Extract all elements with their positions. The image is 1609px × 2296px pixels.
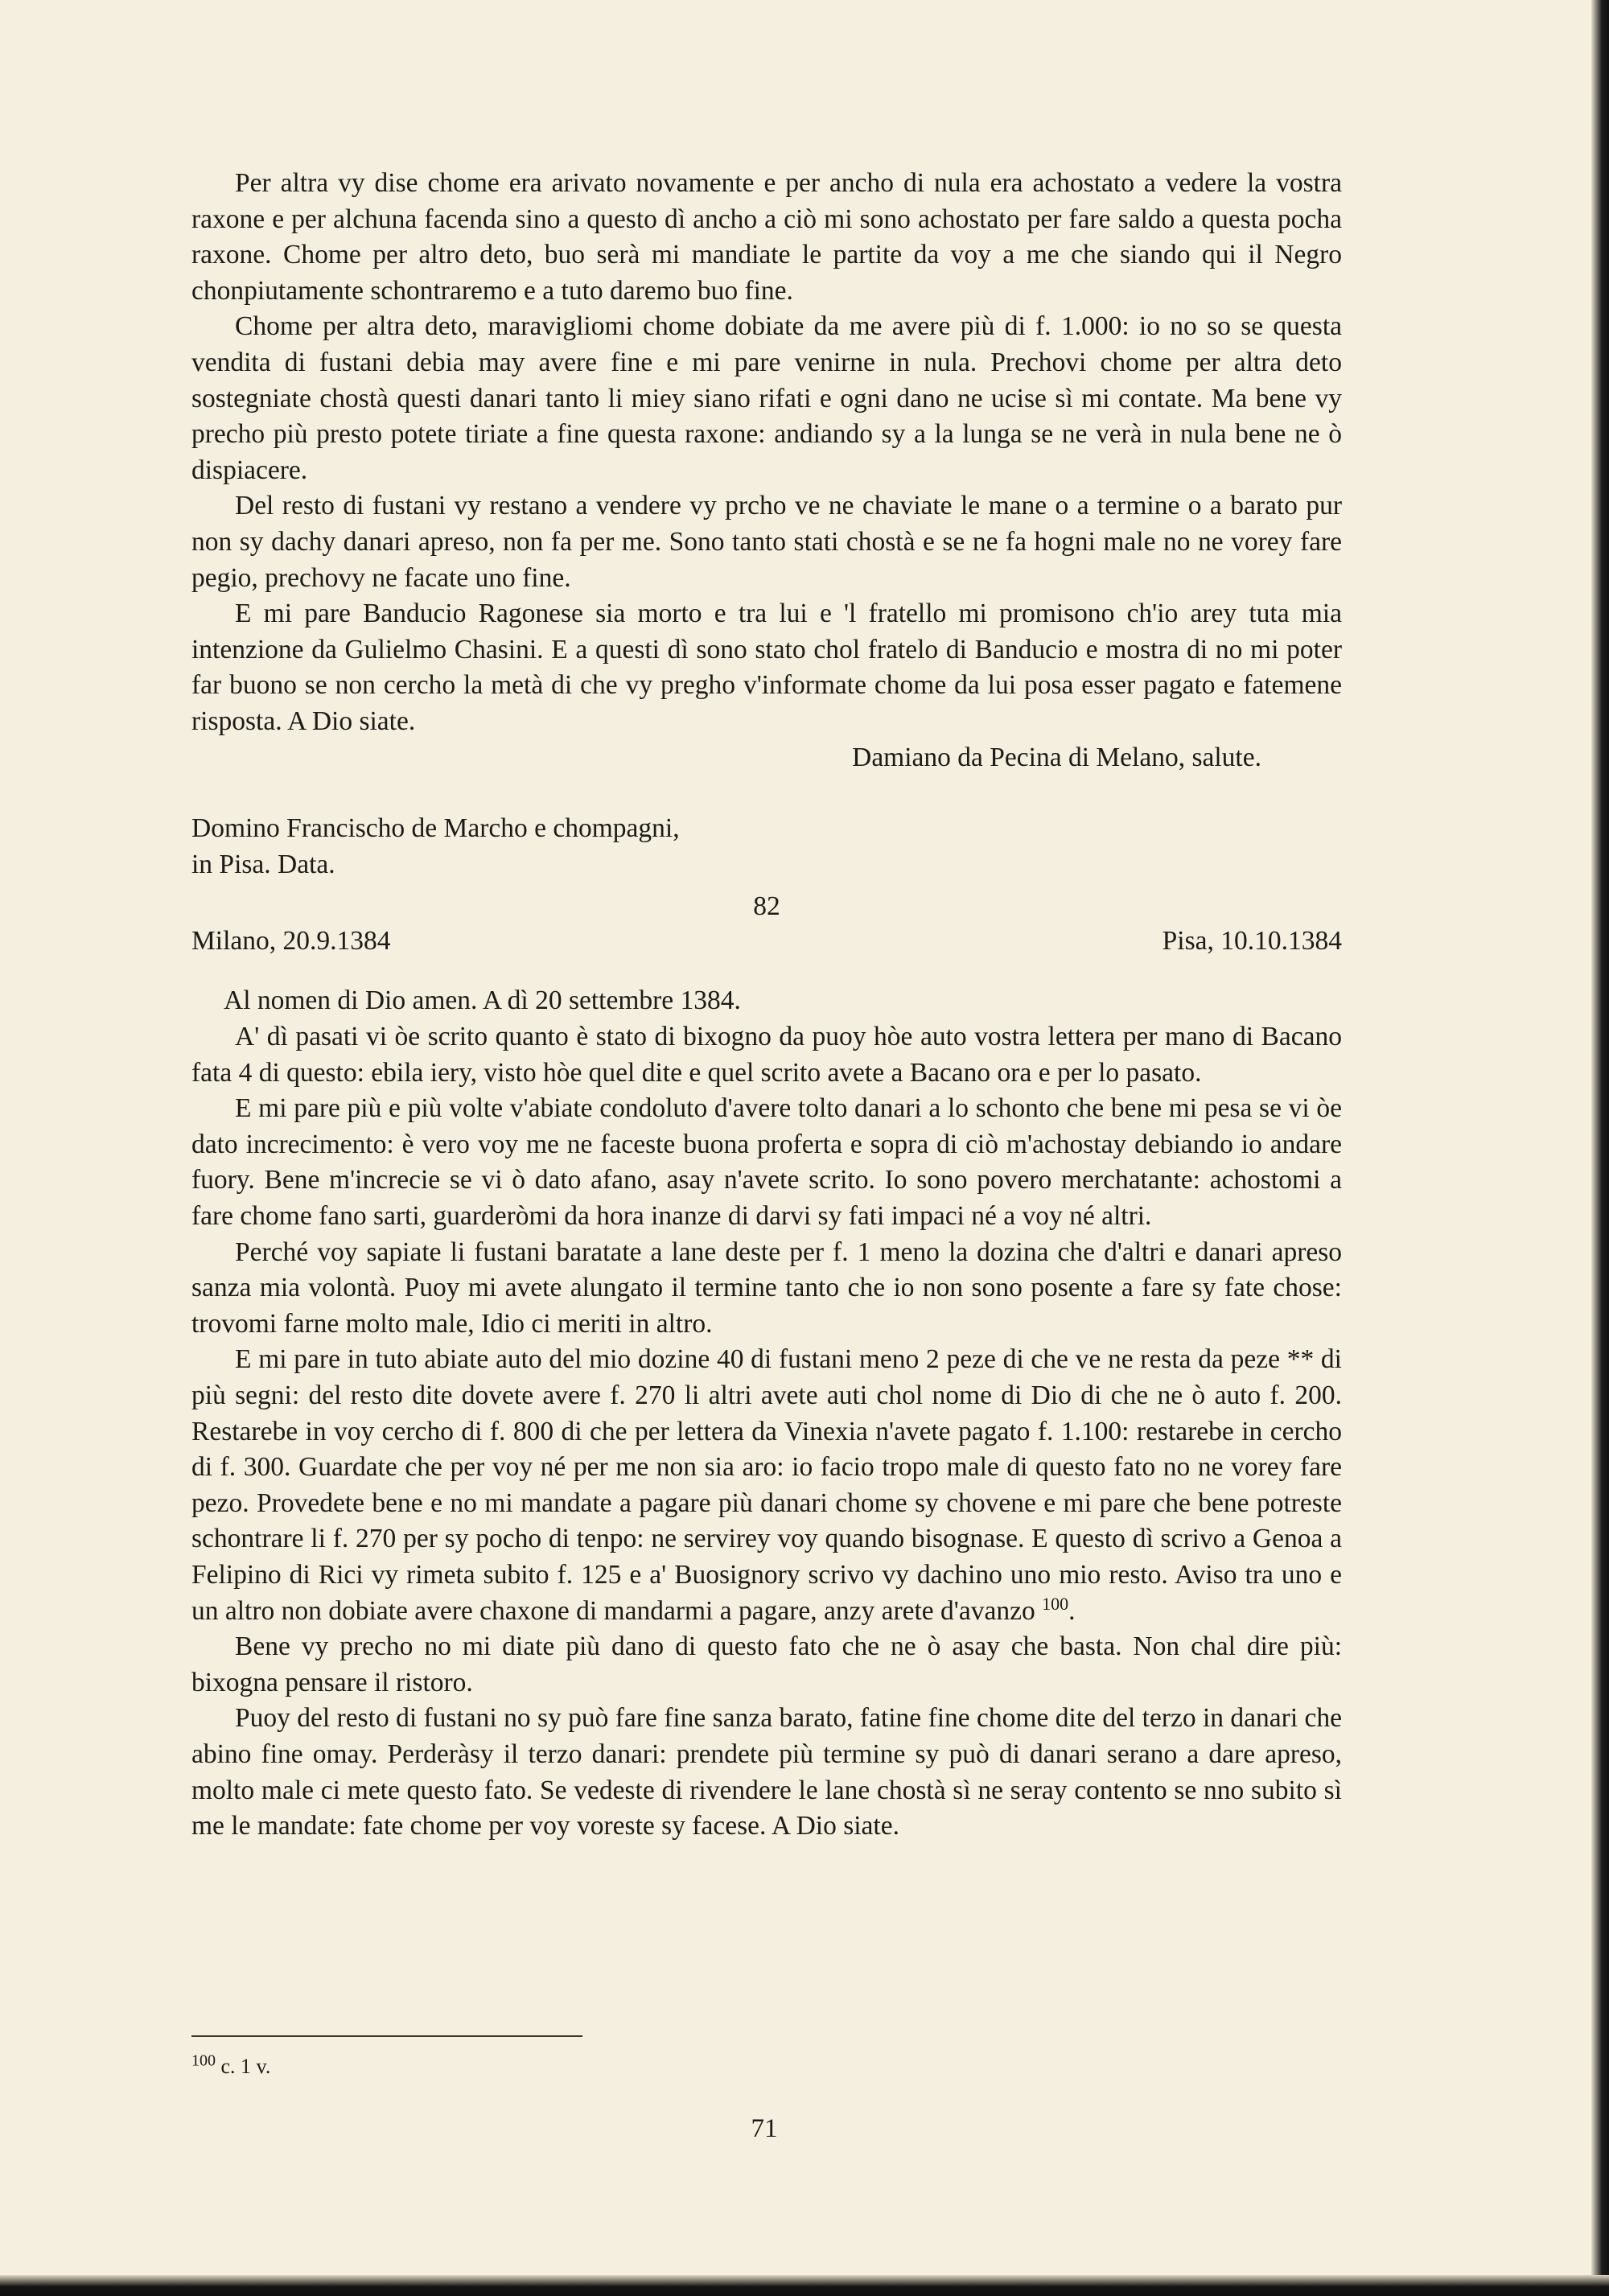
paragraph-text: E mi pare in tuto abiate auto del mio dozine 40 di fustani meno 2 peze di che ve ne resta da peze ** di più segni: del resto dite dovete avere f. 270 li altri avete auti chol nome di Dio di che ne ò auto f. 200. Restarebe in voy cercho di f. 800 di che per lettera da Vinexia n'avete pagato f. 1.100: restarebe in cercho di f. 300. Guardate che per voy né per me non sia aro: io facio tropo male di questo fato no ne vorey fare pezo. Provedete bene e no mi mandate a pagare più danari chome sy chovene e mi pare che bene potreste schontrare li f. 270 per sy pocho di tenpo: ne servirey voy quando bisognase. E questo dì scrivo a Genoa a Felipino di Rici vy rimeta subito f. 125 e a' Buosignory scrivo vy dachino uno mio resto. Aviso tra uno e un altro non dobiate avere chaxone di mandarmi a pagare, anzy arete d'avanzo xyxy=(191,1344,1342,1626)
footnote-reference: 100 xyxy=(1042,1593,1069,1614)
footnote-rule xyxy=(191,2035,582,2037)
date-line xyxy=(191,924,1342,960)
scan-edge-right xyxy=(1591,0,1609,2296)
paragraph: E mi pare Banducio Ragonese sia morto e tra lui e 'l fratello mi promisono ch'io arey tuta mia intenzione da Gulielmo Chasini. E a questi dì sono stato chol fratelo di Banducio e mostra di no mi poter far buono se non cercho la metà di che vy pregho v'informate chome da lui posa esser pagato e fatemene risposta. A Dio siate. xyxy=(191,599,1342,736)
page-body xyxy=(191,166,1342,1845)
paragraph: Per altra vy dise chome era arivato novamente e per ancho di nula era achostato a vedere la vostra raxone e per alchuna facenda sino a questo dì ancho a ciò mi sono achostato per fare saldo a questa pocha raxone. Chome per altro deto, buo serà mi mandiate le partite da voy a me che siando qui il Negro chonpiutamente schontraremo e a tuto daremo buo fine. xyxy=(191,168,1342,306)
paragraph: Puoy del resto di fustani no sy può fare fine sanza barato, fatine fine chome dite del terzo in danari che abino fine omay. Perderàsy il terzo danari: prendete più termine sy può di danari serano a dare apreso, molto male ci mete questo fato. Se vedeste di rivendere le lane chostà sì ne seray contento se nno subito sì me le mandate: fate chome per voy voreste sy facese. A Dio siate. xyxy=(191,1703,1342,1841)
page-number: 71 xyxy=(751,2114,778,2143)
receipt-date: Pisa, 10.10.1384 xyxy=(1162,925,1342,956)
footnote-text: c. 1 v. xyxy=(220,2055,271,2078)
signature: Damiano da Pecina di Melano, salute. xyxy=(852,742,1261,772)
paragraph: Bene vy precho no mi diate più dano di questo fato che ne ò asay che basta. Non chal dire più: bixogna pensare il ristoro. xyxy=(191,1631,1342,1697)
paragraph: A' dì pasati vi òe scrito quanto è stato di bixogno da puoy hòe auto vostra lettera per mano di Bacano fata 4 di questo: ebila iery, visto hòe quel dite e quel scrito avete a Bacano ora e per lo pasato. xyxy=(191,1022,1342,1088)
sender-date: Milano, 20.9.1384 xyxy=(191,925,391,956)
footnote-number: 100 xyxy=(191,2051,216,2070)
letter-number: 82 xyxy=(753,891,780,922)
paragraph: Chome per altra deto, maravigliomi chome dobiate da me avere più di f. 1.000: io no so se questa vendita di fustani debia may avere fine e mi pare venirne in nula. Prechovi chome per altra deto sostegniate chostà questi danari tanto li miey siano rifati e ogni dano ne ucise sì mi contate. Ma bene vy precho più presto potete tiriate a fine questa raxone: andiando sy a la lunga se ne verà in nula bene ne ò dispiacere. xyxy=(191,311,1342,485)
address-line: Domino Francischo de Marcho e chompagni, xyxy=(191,813,680,844)
paragraph-end: . xyxy=(1068,1595,1076,1626)
letter-heading: Al nomen di Dio amen. A dì 20 settembre 1384. xyxy=(224,985,741,1016)
paragraph: Del resto di fustani vy restano a vendere vy prcho ve ne chaviate le mane o a termine o a barato pur non sy dachy danari apreso, non fa per me. Sono tanto stati chostà e se ne fa hogni male no ne vorey fare pegio, prechovy ne facate uno fine. xyxy=(191,491,1342,593)
spacer xyxy=(191,776,1342,811)
footnote xyxy=(191,2051,271,2079)
paragraph: E mi pare più e più volte v'abiate condoluto d'avere tolto danari a lo schonto che bene mi pesa se vi òe dato increcimento: è vero voy me ne faceste buona proferta e sopra di ciò m'achostay debiando io andare fuory. Bene m'increcie se vi ò dato afano, asay n'avete scrito. Io sono povero merchatante: achostomi a fare chome fano sarti, guarderòmi da hora inanze di darvi sy fati impaci né a voy né altri. xyxy=(191,1093,1342,1232)
address-line: in Pisa. Data. xyxy=(191,849,335,879)
scan-edge-bottom xyxy=(0,2275,1609,2296)
paragraph xyxy=(191,1342,1342,1629)
paragraph: Perché voy sapiate li fustani baratate a lane deste per f. 1 meno la dozina che d'altri e danari apreso sanza mia volontà. Puoy mi avete alungato il termine tanto che io non sono posente a fare sy fate chose: trovomi farne molto male, Idio ci meriti in altro. xyxy=(191,1236,1342,1339)
